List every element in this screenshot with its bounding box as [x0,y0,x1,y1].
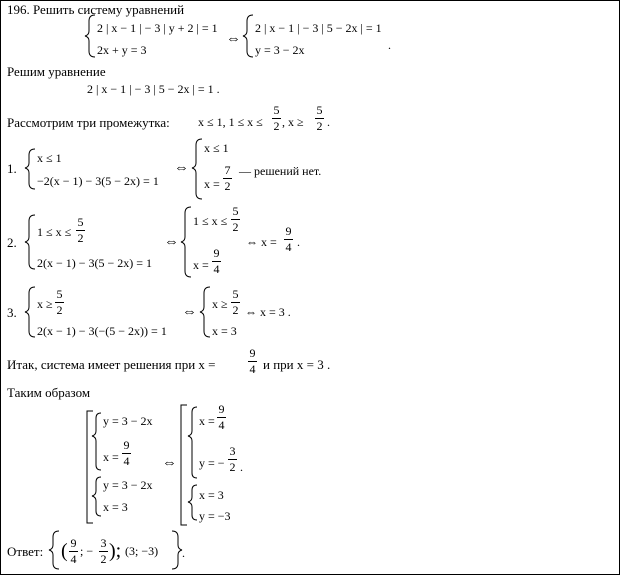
answer-frac-1: 9 4 [70,536,77,566]
final-r2: y = − [199,456,225,470]
sys2-dot: . [388,38,391,52]
bracket-final-right [181,405,187,525]
brace-sys1 [85,15,95,57]
case2-result-frac: 9 4 [285,224,292,254]
bracket-final-left [87,411,93,523]
brace-case2-right [181,207,191,277]
case1-number: 1. [7,161,17,176]
answer-paren-open: ( [61,540,68,562]
sys1-eq1: 2 | x − 1 | − 3 | y + 2 | = 1 [97,21,218,35]
conclusion-text: Итак, система имеет решения при x = [7,357,216,372]
interval-1-2: x ≤ 1, 1 ≤ x ≤ [198,115,263,129]
brace-case3-left [25,287,35,337]
case3-cond1: x ≥ [37,297,53,311]
brace-final-d [188,485,197,520]
final-equiv: ⇔ [162,455,177,471]
case2-res1: 1 ≤ x ≤ [193,214,228,228]
final-b2: x = 3 [103,500,128,514]
final-r1: x = [199,414,215,428]
brace-sys2 [243,15,253,57]
case1-equiv: ⇔ [174,160,189,176]
case2-number: 2. [7,235,17,250]
case3-number: 3. [7,305,17,320]
case3-cond2: 2(x − 1) − 3(−(5 − 2x)) = 1 [37,324,167,338]
case2-equiv: ⇔ [164,234,179,250]
case3-equiv: ⇔ [182,304,197,320]
interval-frac-2: 5 2 [316,103,323,133]
answer-sep: ; − [80,544,94,558]
case1-res2: x = [204,177,220,191]
final-b1: y = 3 − 2x [103,478,153,492]
conclusion-mid: и при x = 3 . [263,357,331,372]
brace-final-a [92,413,101,470]
final-r2-frac: 3 2 [229,444,236,474]
final-r2-end: . [240,460,243,474]
final-r3: x = 3 [199,488,224,502]
final-a2-frac: 9 4 [123,438,130,468]
brace-final-c [188,407,197,478]
brace-case1-left [25,149,35,189]
brace-case3-right [200,287,210,337]
answer-paren-close: ); [109,540,122,562]
case3-res2: x = 3 [212,324,237,338]
answer-pair-2: (3; −3) [125,544,159,558]
thus-text: Таким образом [7,385,91,400]
solve-heading: Решим уравнение [7,64,106,79]
sys1-eq2: 2x + y = 3 [97,43,147,57]
equiv-arrow: ⇔ [226,31,241,47]
brace-case2-left [25,215,35,269]
interval-3: , x ≥ [282,115,304,129]
final-r4: y = −3 [199,509,231,523]
solve-equation: 2 | x − 1 | − 3 | 5 − 2x | = 1 . [87,82,220,96]
case1-tail: — решений нет. [239,164,322,178]
interval-end: . [327,115,330,129]
sys2-eq1: 2 | x − 1 | − 3 | 5 − 2x | = 1 [255,21,382,35]
intervals-text: Рассмотрим три промежутка: [7,115,170,130]
case2-result: ⇔ x = [246,235,277,249]
brace-answer-open [49,531,59,569]
case2-res2-frac: 9 4 [213,246,220,276]
brace-answer-close [172,531,182,569]
case1-cond1: x ≤ 1 [37,151,62,165]
brace-case1-right [192,139,202,199]
case3-res1-frac: 5 2 [232,287,239,317]
sys2-eq2: y = 3 − 2x [255,43,305,57]
conclusion-frac: 9 4 [249,346,256,376]
interval-frac-1: 5 2 [273,103,280,133]
case2-cond1: 1 ≤ x ≤ [37,225,72,239]
case2-end: . [297,235,300,249]
case2-res2: x = [193,258,209,272]
answer-frac-2: 3 2 [100,536,107,566]
case3-res1: x ≥ [212,297,228,311]
case2-res1-frac: 5 2 [232,204,239,234]
answer-label: Ответ: [7,544,44,559]
case2-cond2: 2(x − 1) − 3(5 − 2x) = 1 [37,256,153,270]
case1-cond2: −2(x − 1) − 3(5 − 2x) = 1 [37,174,159,188]
case1-frac: 7 2 [224,163,231,193]
final-a1: y = 3 − 2x [103,414,153,428]
final-a2: x = [103,450,119,464]
answer-end: . [182,546,185,560]
final-r1-frac: 9 4 [218,402,225,432]
case1-res1: x ≤ 1 [204,141,229,155]
case3-result: ⇔ x = 3 . [245,305,291,319]
problem-title: 196. Решить систему уравнений [7,2,185,17]
case3-cond1-frac: 5 2 [56,287,63,317]
case2-cond1-frac: 5 2 [77,215,84,245]
brace-final-b [92,477,101,516]
